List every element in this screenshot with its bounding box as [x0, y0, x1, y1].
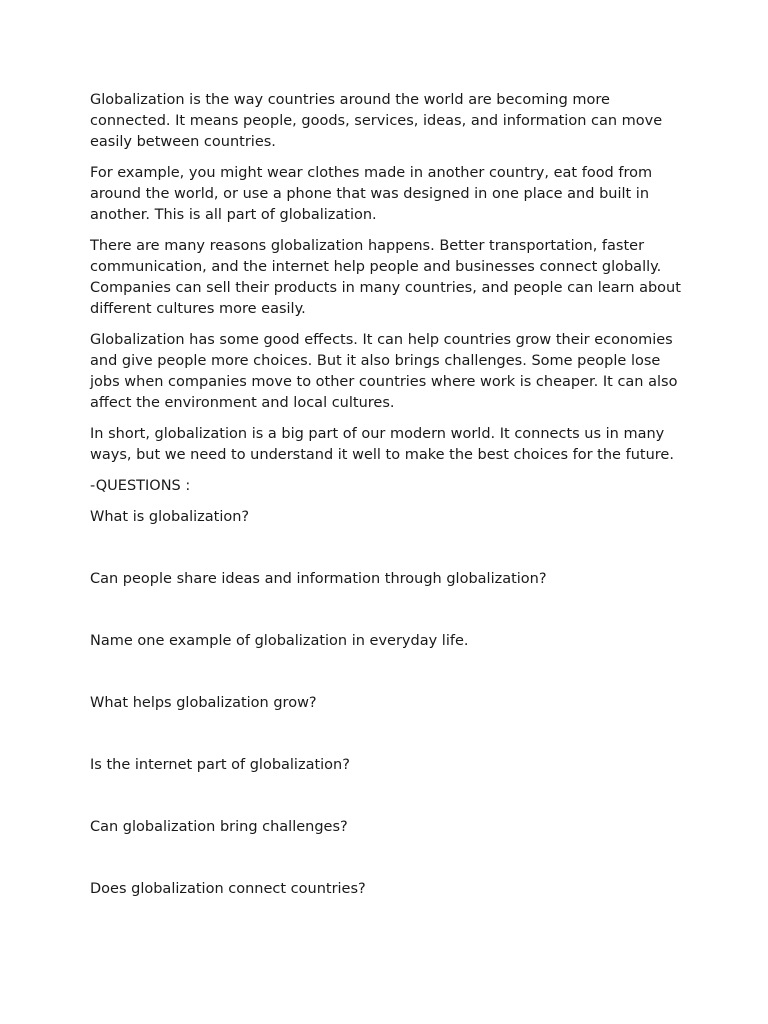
paragraph-definition: Globalization is the way countries around the world are becoming more connected. It means people, goods, services, ideas, and information can move easily between countries.: [90, 92, 663, 150]
question-item: Name one example of globalization in everyday life.: [90, 633, 469, 649]
question-item: Can people share ideas and information through globalization?: [90, 571, 547, 587]
question-item: Does globalization connect countries?: [90, 881, 366, 897]
question-item: Is the internet part of globalization?: [90, 757, 350, 773]
paragraph-reasons: There are many reasons globalization happens. Better transportation, faster communication, and the internet help people and businesses connect globally. Companies can sell their products in many countries, and people can learn about different cultures more easily.: [90, 238, 681, 317]
question-item: What is globalization?: [90, 509, 250, 525]
questions-heading: -QUESTIONS :: [90, 478, 191, 494]
paragraph-example: For example, you might wear clothes made in another country, eat food from around the world, or use a phone that was designed in one place and built in another. This is all part of globalization.: [90, 165, 653, 223]
paragraph-effects: Globalization has some good effects. It can help countries grow their economies and give people more choices. But it also brings challenges. Some people lose jobs when companies move to other countries where work is cheaper. It can also affect the environment and local cultures.: [90, 332, 678, 411]
document-body: [90, 90, 682, 941]
paragraph-summary: In short, globalization is a big part of our modern world. It connects us in many ways, but we need to understand it well to make the best choices for the future.: [90, 426, 674, 463]
question-item: What helps globalization grow?: [90, 695, 317, 711]
question-item: Can globalization bring challenges?: [90, 819, 348, 835]
